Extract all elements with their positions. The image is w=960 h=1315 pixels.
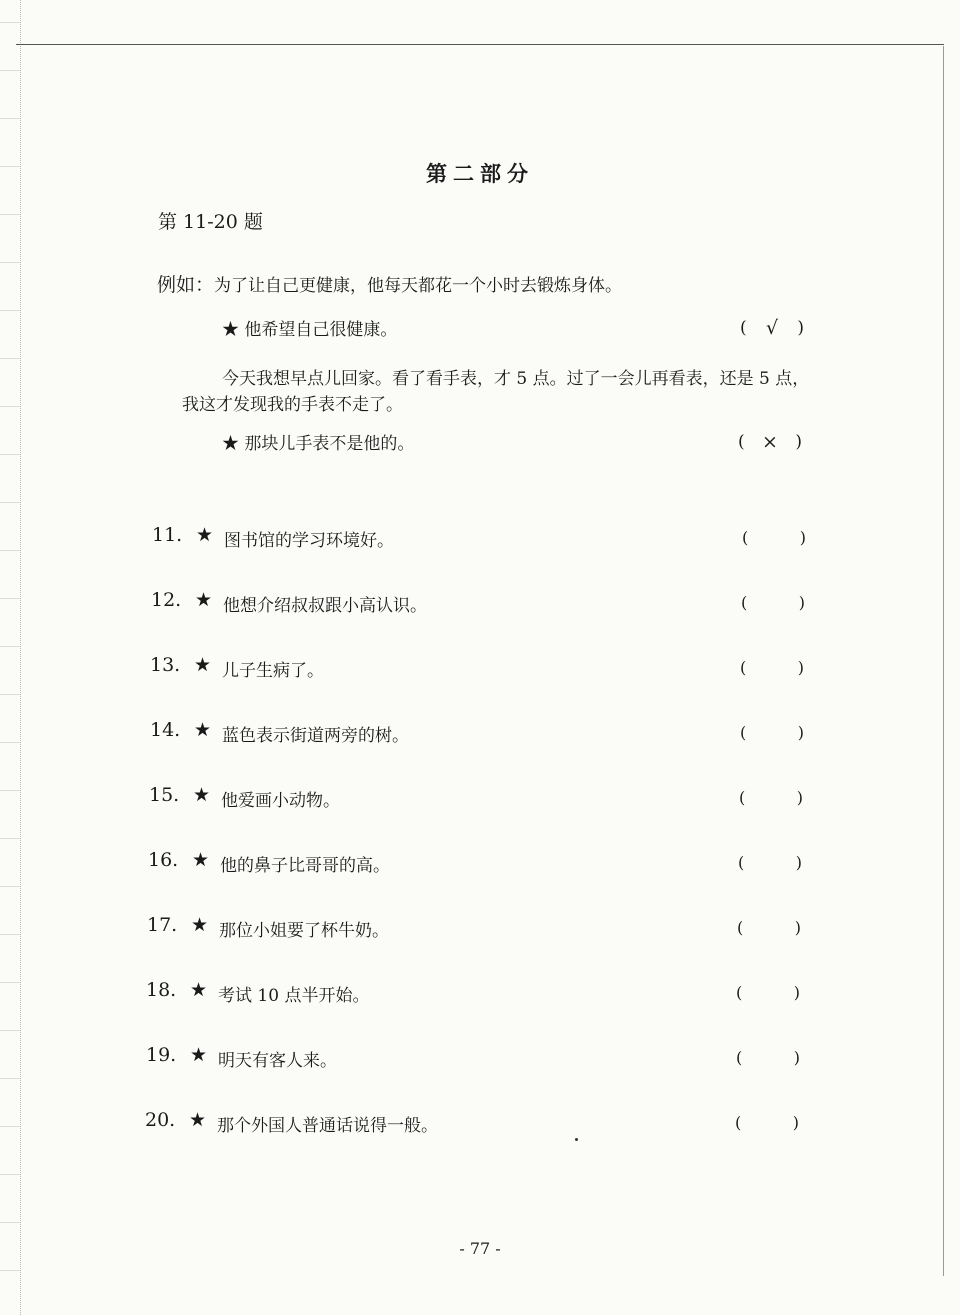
question-statement: 他想介绍叔叔跟小高认识。 — [223, 596, 427, 616]
question-number: 11. — [152, 524, 183, 546]
paren-open: ( — [735, 1113, 742, 1132]
question-statement: 那个外国人普通话说得一般。 — [217, 1116, 438, 1136]
paren-close: ) — [797, 318, 804, 338]
paren-close: ) — [794, 918, 801, 937]
paren-close: ) — [793, 1048, 800, 1067]
question-number: 20. — [145, 1109, 176, 1131]
answer-blank[interactable] — [740, 658, 804, 677]
answer-blank[interactable] — [735, 1113, 799, 1132]
print-speck — [575, 1138, 578, 1141]
section-title: 第二部分 — [426, 161, 534, 186]
paren-close: ) — [799, 528, 806, 547]
star-icon: ★ — [195, 589, 213, 611]
question-row — [147, 914, 807, 944]
star-icon: ★ — [193, 784, 211, 806]
binding-edge — [0, 0, 21, 1315]
question-row — [146, 979, 806, 1009]
paren-close: ) — [792, 1113, 799, 1132]
example-passage: 今天我想早点儿回家。看了看手表，才 5 点。过了一会儿再看表，还是 5 点，我这才发现我的手表不走了。 — [182, 369, 810, 415]
paren-open: ( — [739, 788, 746, 807]
answer-blank[interactable] — [738, 853, 802, 872]
check-mark-icon: √ — [765, 317, 779, 339]
question-statement: 考试 10 点半开始。 — [218, 986, 370, 1006]
question-statement: 他爱画小动物。 — [221, 791, 340, 811]
paren-close: ) — [795, 432, 802, 452]
star-icon: ★ — [194, 654, 212, 676]
question-row — [146, 1044, 806, 1074]
paren-open: ( — [742, 528, 749, 547]
paren-open: ( — [738, 432, 745, 452]
paren-open: ( — [737, 918, 744, 937]
paren-open: ( — [736, 983, 743, 1002]
paren-close: ) — [798, 593, 805, 612]
question-statement: 儿子生病了。 — [222, 661, 324, 681]
star-icon: ★ — [191, 914, 209, 936]
paren-open: ( — [740, 658, 747, 677]
right-rule — [943, 46, 944, 1276]
example-label: 例如： — [157, 274, 215, 296]
example-statement-1: ★ 他希望自己很健康。 — [222, 320, 398, 340]
star-icon: ★ — [196, 524, 214, 546]
question-row — [150, 654, 810, 684]
paren-open: ( — [741, 593, 748, 612]
question-row — [152, 524, 812, 554]
paren-open: ( — [736, 1048, 743, 1067]
example-statement-2: ★ 那块儿手表不是他的。 — [222, 434, 415, 454]
paren-close: ) — [797, 658, 804, 677]
paren-close: ) — [796, 788, 803, 807]
question-statement: 那位小姐要了杯牛奶。 — [219, 921, 389, 941]
paren-close: ) — [797, 723, 804, 742]
question-range: 第 11-20 题 — [158, 211, 263, 233]
question-row — [151, 589, 811, 619]
question-number: 13. — [150, 654, 181, 676]
question-statement: 蓝色表示街道两旁的树。 — [222, 726, 409, 746]
paren-open: ( — [740, 723, 747, 742]
star-icon: ★ — [189, 1109, 207, 1131]
question-number: 14. — [150, 719, 181, 741]
example-sentence: 为了让自己更健康，他每天都花一个小时去锻炼身体。 — [214, 276, 623, 296]
question-statement: 明天有客人来。 — [218, 1051, 337, 1071]
question-number: 15. — [149, 784, 180, 806]
answer-blank[interactable] — [739, 788, 803, 807]
question-statement: 图书馆的学习环境好。 — [224, 531, 394, 551]
answer-blank[interactable] — [737, 918, 801, 937]
answer-blank[interactable] — [741, 593, 805, 612]
paren-close: ) — [795, 853, 802, 872]
star-icon: ★ — [192, 849, 210, 871]
top-rule — [16, 44, 944, 45]
cross-mark-icon: × — [762, 431, 778, 453]
question-statement: 他的鼻子比哥哥的高。 — [220, 856, 390, 876]
paren-close: ) — [793, 983, 800, 1002]
question-number: 16. — [148, 849, 179, 871]
question-row — [150, 719, 810, 749]
answer-blank[interactable] — [740, 723, 804, 742]
example-intro — [157, 270, 622, 297]
paren-open: ( — [740, 318, 747, 338]
example-answer-2 — [738, 431, 802, 453]
answer-blank[interactable] — [736, 983, 800, 1002]
star-icon: ★ — [194, 719, 212, 741]
question-row — [145, 1109, 805, 1139]
answer-blank[interactable] — [736, 1048, 800, 1067]
question-number: 12. — [151, 589, 182, 611]
answer-blank[interactable] — [742, 528, 806, 547]
question-row — [148, 849, 808, 879]
question-number: 19. — [146, 1044, 177, 1066]
question-row — [149, 784, 809, 814]
paren-open: ( — [738, 853, 745, 872]
page-number: - 77 - — [459, 1239, 501, 1258]
question-number: 18. — [146, 979, 177, 1001]
star-icon: ★ — [190, 1044, 208, 1066]
question-number: 17. — [147, 914, 178, 936]
example-answer-1 — [740, 317, 804, 339]
star-icon: ★ — [190, 979, 208, 1001]
